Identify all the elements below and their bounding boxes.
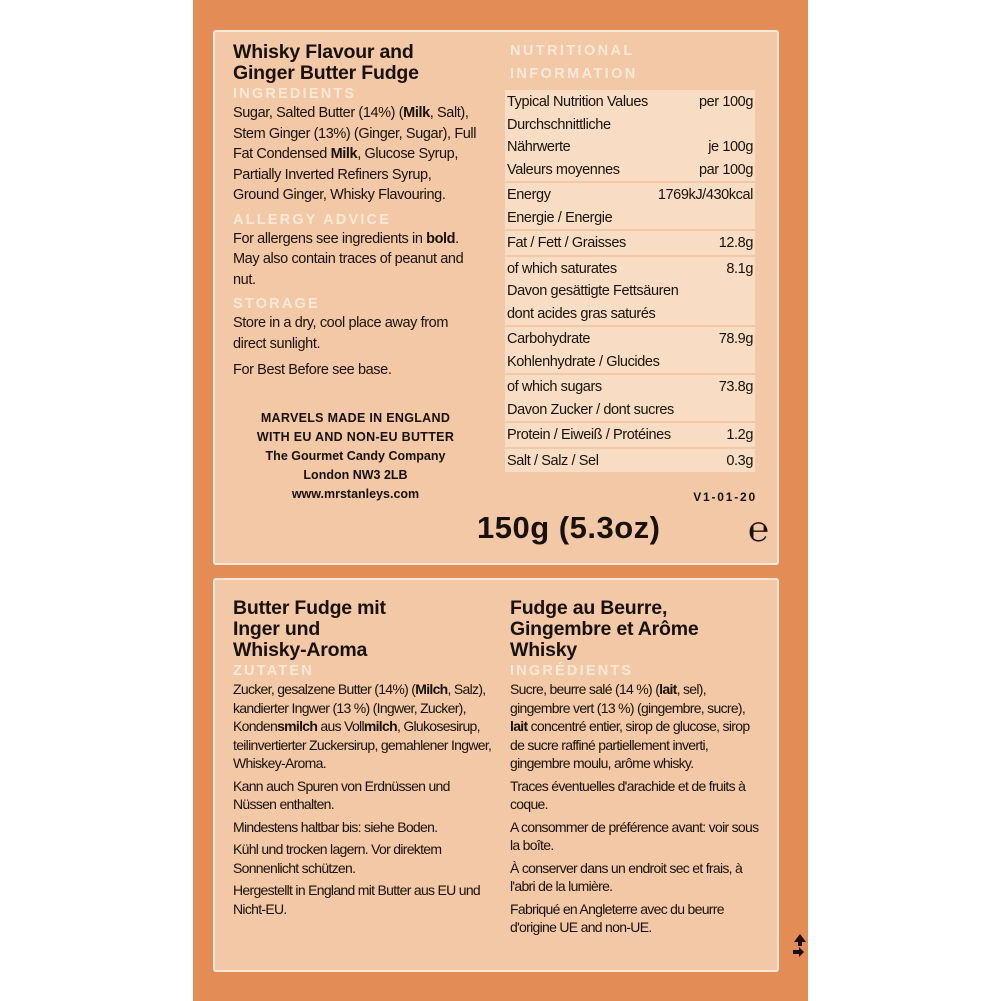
nutrient-label: Fat / Fett / Graisses: [507, 235, 626, 251]
nutrition-row: [505, 183, 755, 229]
english-title-line: Ginger Butter Fudge: [233, 62, 419, 84]
zutaten-part: , Salz), kandierter Ingwer (13 %) (Ingwer, Zucker), Konden: [233, 681, 486, 734]
nutrition-row: [505, 423, 755, 447]
maker-line: WITH EU AND NON-EU BUTTER: [256, 429, 455, 444]
ingredients-fr-part: concentré entier, sirop de glucose, sirop de sucre raffiné partiellement inverti, gingembre moulu, arôme whisky.: [510, 718, 750, 771]
english-column: [233, 42, 478, 504]
nutrient-label: Protein / Eiweiß / Protéines: [507, 427, 671, 443]
german-title-line: Butter Fudge mit: [233, 597, 386, 619]
recycle-icon: [790, 930, 810, 960]
allergen-milk: Milk: [330, 146, 358, 162]
nutrient-label: Nährwerte: [507, 139, 571, 155]
allergy-heading: ALLERGY ADVICE: [233, 211, 392, 228]
nutrient-value: 0.3g: [726, 452, 753, 469]
zutaten-heading: ZUTATEN: [233, 663, 314, 679]
nutrition-heading-line: INFORMATION: [510, 66, 638, 82]
nutrient-value: je 100g: [708, 139, 753, 155]
nutrient-label: Davon gesättigte Fettsäuren: [507, 283, 679, 299]
allergen-milch: smilch: [277, 718, 318, 734]
nutrition-table: [505, 90, 755, 474]
allergy-part: . May also contain traces of peanut and nut.: [233, 230, 464, 288]
nutrient-value: per 100g: [698, 94, 753, 110]
version-code: V1-01-20: [693, 490, 757, 504]
german-storage: Kühl und trocken lagern. Vor direktem Sonnenlicht schützen.: [233, 841, 442, 876]
french-title: [510, 598, 765, 661]
allergen-lait: lait: [659, 681, 677, 697]
german-column: [233, 598, 495, 922]
german-origin: Hergestellt in England mit Butter aus EU und Nicht-EU.: [233, 882, 481, 917]
nutrition-row: [505, 375, 755, 421]
french-column: [510, 598, 765, 941]
nutrition-heading: [510, 40, 760, 86]
nutrient-label: of which saturates: [507, 260, 617, 277]
storage-instruction: Store in a dry, cool place away from direct sunlight.: [233, 315, 449, 352]
net-weight: 150g (5.3oz): [477, 510, 661, 545]
french-title-line: Whisky: [510, 639, 578, 661]
nutrient-label: Carbohydrate: [507, 331, 591, 347]
nutrient-value: 1769kJ/430kcal: [657, 187, 753, 203]
nutrient-label: Salt / Salz / Sel: [507, 452, 599, 469]
french-origin: Fabriqué en Angleterre avec du beurre d'origine UE and non-UE.: [510, 900, 724, 935]
ingredients-fr-part: , sel), gingembre vert (13 %) (gingembre, sucre),: [510, 681, 746, 716]
ingredients-text: [233, 103, 478, 206]
ingredients-heading: INGREDIENTS: [233, 86, 357, 102]
ingredients-part: , Glucose Syrup, Partially Inverted Refiners Syrup, Ground Ginger, Whisky Flavouring.: [233, 146, 458, 203]
english-nutrition-panel: [213, 30, 779, 565]
german-title-line: Whisky-Aroma: [233, 639, 368, 661]
zutaten-part: aus Voll: [317, 718, 364, 734]
allergy-bold-word: bold: [426, 230, 456, 247]
company-name: The Gourmet Candy Company: [265, 448, 446, 463]
german-title-line: Inger und: [233, 618, 321, 640]
nutrition-row: [505, 257, 755, 326]
ingredients-part: Sugar, Salted Butter (14%) (: [233, 105, 404, 121]
nutrition-row: [505, 327, 755, 373]
estimated-sign-icon: ℮: [747, 510, 769, 549]
nutrition-heading-line: NUTRITIONAL: [510, 43, 635, 59]
allergen-lait: lait: [510, 718, 528, 734]
nutrient-value: 12.8g: [718, 235, 753, 251]
manufacturer-info: [233, 409, 478, 504]
nutrition-row: [505, 90, 755, 181]
nutrient-value: par 100g: [698, 161, 753, 178]
german-allergy-note: Kann auch Spuren von Erdnüssen und Nüssen enthalten.: [233, 777, 450, 812]
allergen-milch: milch: [363, 718, 397, 734]
nutrient-value: 8.1g: [726, 260, 753, 277]
nutrient-value: 73.8g: [718, 379, 753, 395]
english-title-line: Whisky Flavour and: [233, 41, 414, 63]
zutaten-part: Zucker, gesalzene Butter (14%) (: [233, 681, 416, 697]
allergen-milk: Milk: [403, 105, 430, 121]
nutrition-row: [505, 449, 755, 473]
german-best-before: Mindestens haltbar bis: siehe Boden.: [233, 818, 438, 835]
ingredients-part: , Salt), Stem Ginger (13%) (Ginger, Sugar), Full Fat Condensed: [233, 105, 477, 162]
allergen-milch: Milch: [415, 681, 448, 697]
nutrient-value: 1.2g: [726, 427, 753, 443]
zutaten-part: , Glukosesirup, teilinvertierter Zuckersirup, gemahlener Ingwer, Whiskey-Aroma.: [233, 718, 492, 771]
nutrient-label: Energy: [507, 187, 551, 203]
allergy-part: For allergens see ingredients in: [233, 230, 427, 247]
french-storage: À conserver dans un endroit sec et frais, à l'abri de la lumière.: [510, 859, 743, 894]
nutrient-label: dont acides gras saturés: [507, 305, 656, 322]
french-allergy-note: Traces éventuelles d'arachide et de fruits à coque.: [510, 777, 746, 812]
french-title-line: Fudge au Beurre,: [510, 597, 668, 619]
nutrient-label: Kohlenhydrate / Glucides: [507, 353, 660, 370]
company-address: London NW3 2LB: [303, 467, 408, 482]
company-website: www.mrstanleys.com: [291, 486, 420, 501]
maker-line: MARVELS MADE IN ENGLAND: [260, 410, 451, 425]
french-text: [510, 680, 765, 937]
storage-text: [233, 313, 478, 381]
nutrient-label: Durchschnittliche: [507, 116, 611, 133]
french-best-before: A consommer de préférence avant: voir sous la boîte.: [510, 818, 759, 853]
ingredients-fr-part: Sucre, beurre salé (14 %) (: [510, 681, 660, 697]
nutrient-label: Energie / Energie: [507, 209, 613, 226]
best-before-note: For Best Before see base.: [233, 362, 392, 378]
storage-heading: STORAGE: [233, 296, 320, 312]
nutrient-label: Davon Zucker / dont sucres: [507, 401, 674, 418]
german-french-panel: [213, 578, 779, 972]
german-title: [233, 598, 495, 661]
nutrient-label: of which sugars: [507, 379, 602, 395]
nutrient-label: Valeurs moyennes: [507, 161, 620, 178]
ingredients-fr-heading: INGRÉDIENTS: [510, 663, 634, 679]
nutrient-label: Typical Nutrition Values: [507, 94, 648, 110]
nutrient-value: 78.9g: [718, 331, 753, 347]
english-title: [233, 42, 478, 84]
package-label: [193, 0, 808, 1001]
allergy-text: [233, 229, 478, 291]
german-text: [233, 680, 495, 918]
french-title-line: Gingembre et Arôme: [510, 618, 699, 640]
nutrition-row: [505, 231, 755, 255]
